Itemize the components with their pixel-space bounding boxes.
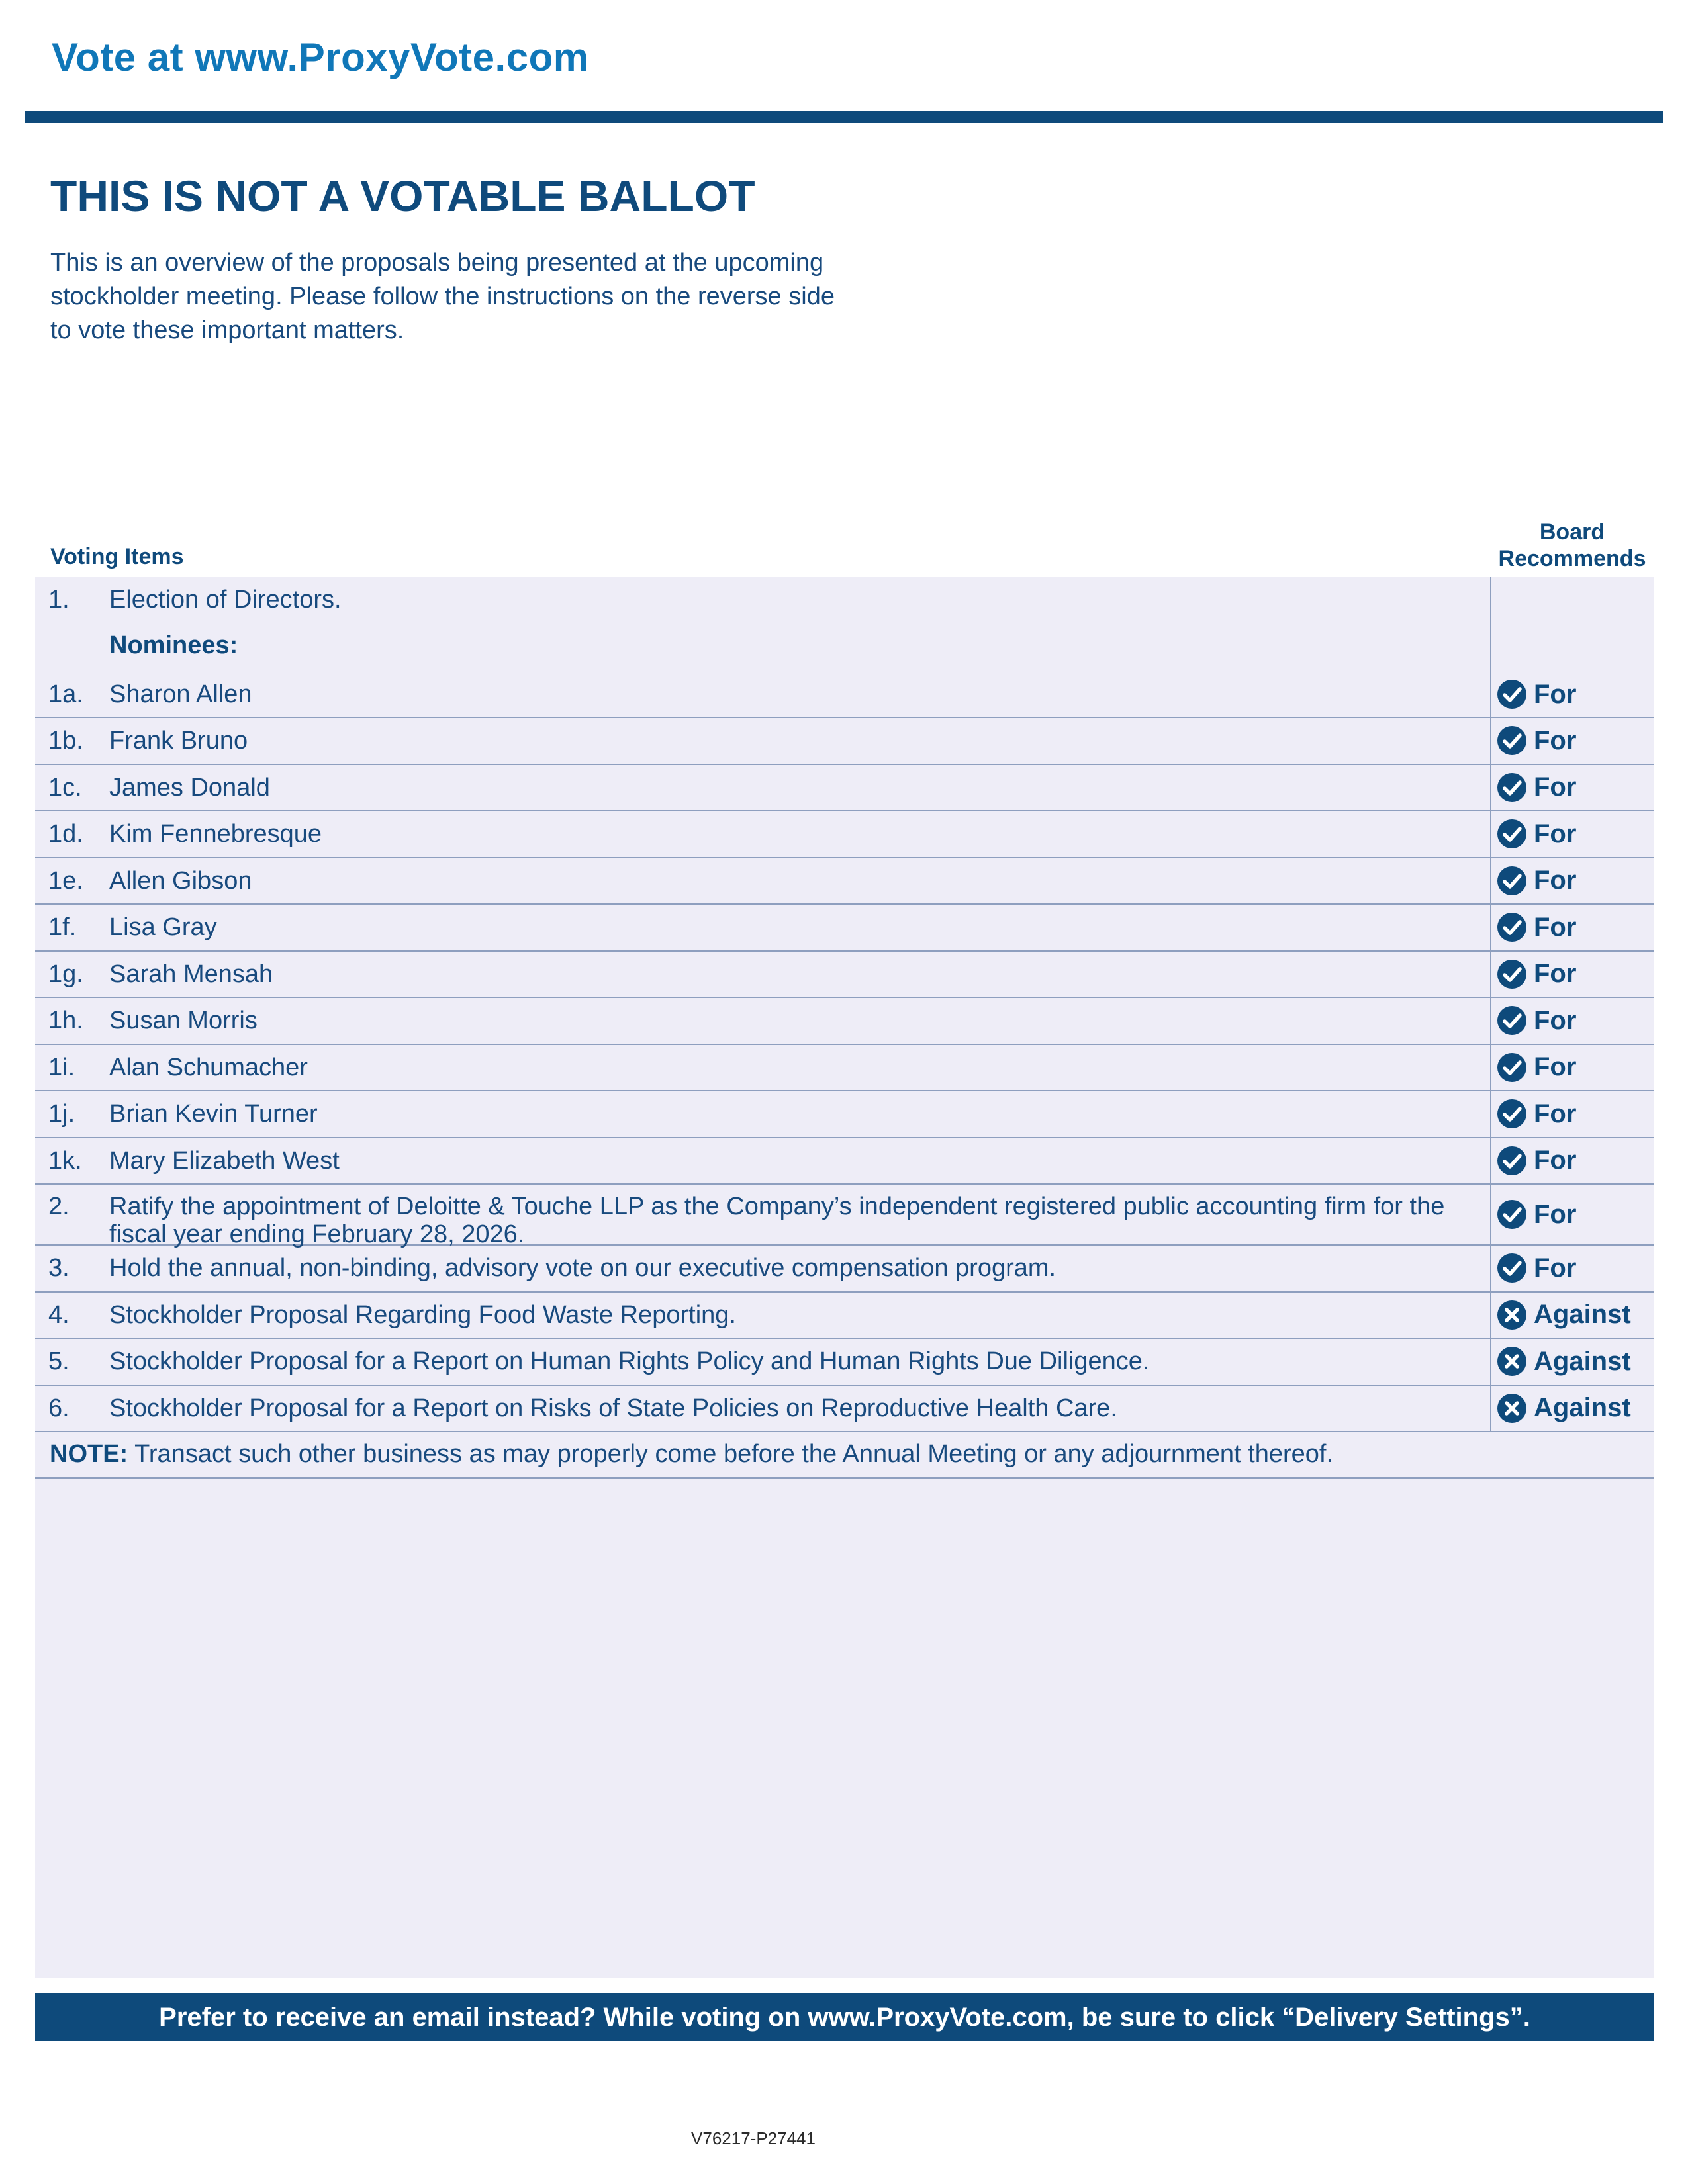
recommendation-label: Against xyxy=(1534,1300,1631,1329)
header-divider xyxy=(25,111,1663,123)
recommendation-label: Against xyxy=(1534,1393,1631,1422)
ballot-title: THIS IS NOT A VOTABLE BALLOT xyxy=(50,171,755,220)
recommendation-label: For xyxy=(1534,1099,1577,1128)
note-body: Transact such other business as may properly come before the Annual Meeting or any adjournment thereof. xyxy=(134,1440,1334,1468)
recommendation-label: For xyxy=(1534,1005,1577,1035)
item-number: 1b. xyxy=(48,727,83,754)
recommendation-cell xyxy=(1490,577,1654,672)
check-circle-icon xyxy=(1497,912,1527,942)
recommendation-cell xyxy=(1490,811,1654,857)
check-circle-icon xyxy=(1497,959,1527,989)
recommendation-cell xyxy=(1490,1293,1654,1338)
recommendation-label: Against xyxy=(1534,1346,1631,1376)
recommendation-label: For xyxy=(1534,866,1577,895)
recommendation-cell xyxy=(1490,1045,1654,1091)
table-row xyxy=(35,1045,1654,1092)
check-circle-icon xyxy=(1497,819,1527,849)
recommendation-cell xyxy=(1490,1138,1654,1184)
recommendation xyxy=(1497,1146,1576,1176)
recommendation xyxy=(1497,1253,1576,1283)
item-text: Mary Elizabeth West xyxy=(109,1146,340,1175)
recommendation-cell xyxy=(1490,718,1654,764)
table-row xyxy=(35,1138,1654,1185)
table-row xyxy=(35,1091,1654,1138)
check-circle-icon xyxy=(1497,1099,1527,1129)
table-row xyxy=(35,905,1654,952)
delivery-settings-message: Prefer to receive an email instead? While voting on www.ProxyVote.com, be sure to click “Delivery Settings”. xyxy=(159,2002,1530,2032)
item-number: 1j. xyxy=(48,1100,75,1128)
item-text: Brian Kevin Turner xyxy=(109,1100,318,1128)
recommendation-label: For xyxy=(1534,912,1577,942)
recommendation-cell xyxy=(1490,1246,1654,1291)
table-row xyxy=(35,577,1654,672)
item-text: Stockholder Proposal for a Report on Risks of State Policies on Reproductive Health Care. xyxy=(109,1394,1117,1422)
item-text: Stockholder Proposal for a Report on Human Rights Policy and Human Rights Due Diligence. xyxy=(109,1347,1150,1375)
item-number: 6. xyxy=(48,1394,70,1422)
table-row xyxy=(35,952,1654,999)
item-number: 5. xyxy=(48,1347,70,1375)
table-row xyxy=(35,811,1654,858)
recommendation-cell xyxy=(1490,905,1654,950)
recommendation-label: For xyxy=(1534,959,1577,988)
delivery-settings-banner xyxy=(35,1993,1654,2041)
recommendation xyxy=(1497,959,1576,989)
table-row xyxy=(35,1386,1654,1433)
recommendation-cell xyxy=(1490,998,1654,1044)
item-text: Election of Directors. xyxy=(109,586,342,614)
recommendation xyxy=(1497,1099,1576,1129)
check-circle-icon xyxy=(1497,725,1527,756)
check-circle-icon xyxy=(1497,679,1527,709)
recommendation xyxy=(1497,1199,1576,1230)
recommendation-label: For xyxy=(1534,1199,1577,1229)
recommendation-cell xyxy=(1490,1091,1654,1137)
recommendation-cell xyxy=(1490,1386,1654,1432)
recommendation-label: For xyxy=(1534,725,1577,755)
table-row xyxy=(35,672,1654,718)
item-number: 3. xyxy=(48,1254,70,1282)
item-text: Sharon Allen xyxy=(109,680,252,708)
check-circle-icon xyxy=(1497,1005,1527,1036)
item-text: Ratify the appointment of Deloitte & Touche LLP as the Company’s independent registered public accounting firm for the fiscal year ending February 28, 2026. xyxy=(109,1193,1445,1248)
recommendation-label: For xyxy=(1534,679,1577,709)
recommendation-cell xyxy=(1490,952,1654,997)
intro-paragraph: This is an overview of the proposals being presented at the upcoming stockholder meeting. Please follow the instructions on the reverse side to vote these important matters. xyxy=(50,249,835,344)
recommendation xyxy=(1497,1005,1576,1036)
table-row xyxy=(35,1246,1654,1293)
item-text: Kim Fennebresque xyxy=(109,820,322,848)
x-circle-icon xyxy=(1497,1393,1527,1424)
item-text: Susan Morris xyxy=(109,1007,258,1034)
item-number: 1h. xyxy=(48,1007,83,1034)
document-code: V76217-P27441 xyxy=(691,2128,816,2148)
item-number: 2. xyxy=(48,1193,70,1220)
item-text: Allen Gibson xyxy=(109,866,252,895)
note-row xyxy=(35,1432,1654,1479)
table-row xyxy=(35,765,1654,812)
check-circle-icon xyxy=(1497,1052,1527,1083)
recommendation-cell xyxy=(1490,858,1654,904)
recommendation xyxy=(1497,679,1576,709)
recommendation xyxy=(1497,866,1576,896)
recommendation-cell xyxy=(1490,672,1654,717)
check-circle-icon xyxy=(1497,1199,1527,1230)
recommendation xyxy=(1497,912,1576,942)
check-circle-icon xyxy=(1497,1146,1527,1176)
recommendation-label: For xyxy=(1534,772,1577,801)
nominees-label: Nominees: xyxy=(109,631,238,659)
check-circle-icon xyxy=(1497,772,1527,803)
recommendation-cell xyxy=(1490,765,1654,811)
item-text: Alan Schumacher xyxy=(109,1053,308,1081)
item-text: Stockholder Proposal Regarding Food Waste Reporting. xyxy=(109,1300,736,1329)
recommendation xyxy=(1497,819,1576,849)
item-number: 1f. xyxy=(48,913,77,941)
table-row xyxy=(35,718,1654,765)
item-text: Sarah Mensah xyxy=(109,960,273,988)
note-label: NOTE: xyxy=(50,1440,128,1468)
table-row xyxy=(35,1339,1654,1386)
recommendation xyxy=(1497,725,1576,756)
recommendation xyxy=(1497,1300,1631,1330)
recommendation xyxy=(1497,1393,1631,1424)
item-number: 4. xyxy=(48,1300,70,1329)
table-row xyxy=(35,1293,1654,1340)
item-text: Frank Bruno xyxy=(109,727,248,754)
table-row xyxy=(35,858,1654,905)
voting-items-header: Voting Items xyxy=(50,544,184,569)
x-circle-icon xyxy=(1497,1300,1527,1330)
item-number: 1e. xyxy=(48,866,83,895)
table-row xyxy=(35,998,1654,1045)
note-text xyxy=(50,1440,1333,1469)
recommendation xyxy=(1497,772,1576,803)
vote-url-header: Vote at www.ProxyVote.com xyxy=(52,35,589,79)
voting-table xyxy=(35,577,1654,1479)
item-text: James Donald xyxy=(109,773,270,801)
item-text: Lisa Gray xyxy=(109,913,217,941)
board-recommends-header: Board Recommends xyxy=(1498,520,1646,571)
item-number: 1g. xyxy=(48,960,83,988)
item-number: 1i. xyxy=(48,1053,75,1081)
recommendation xyxy=(1497,1346,1631,1377)
item-text: Hold the annual, non-binding, advisory vote on our executive compensation program. xyxy=(109,1254,1056,1282)
item-number: 1k. xyxy=(48,1146,82,1175)
recommendation-label: For xyxy=(1534,819,1577,848)
item-number: 1a. xyxy=(48,680,83,708)
check-circle-icon xyxy=(1497,1253,1527,1283)
table-row xyxy=(35,1185,1654,1246)
item-number: 1d. xyxy=(48,820,83,848)
recommendation xyxy=(1497,1052,1576,1083)
check-circle-icon xyxy=(1497,866,1527,896)
item-number: 1c. xyxy=(48,773,82,801)
x-circle-icon xyxy=(1497,1346,1527,1377)
recommendation-label: For xyxy=(1534,1052,1577,1081)
recommendation-label: For xyxy=(1534,1146,1577,1175)
recommendation-cell xyxy=(1490,1339,1654,1385)
recommendation-cell xyxy=(1490,1185,1654,1244)
recommendation-label: For xyxy=(1534,1253,1577,1283)
item-number: 1. xyxy=(48,586,70,614)
